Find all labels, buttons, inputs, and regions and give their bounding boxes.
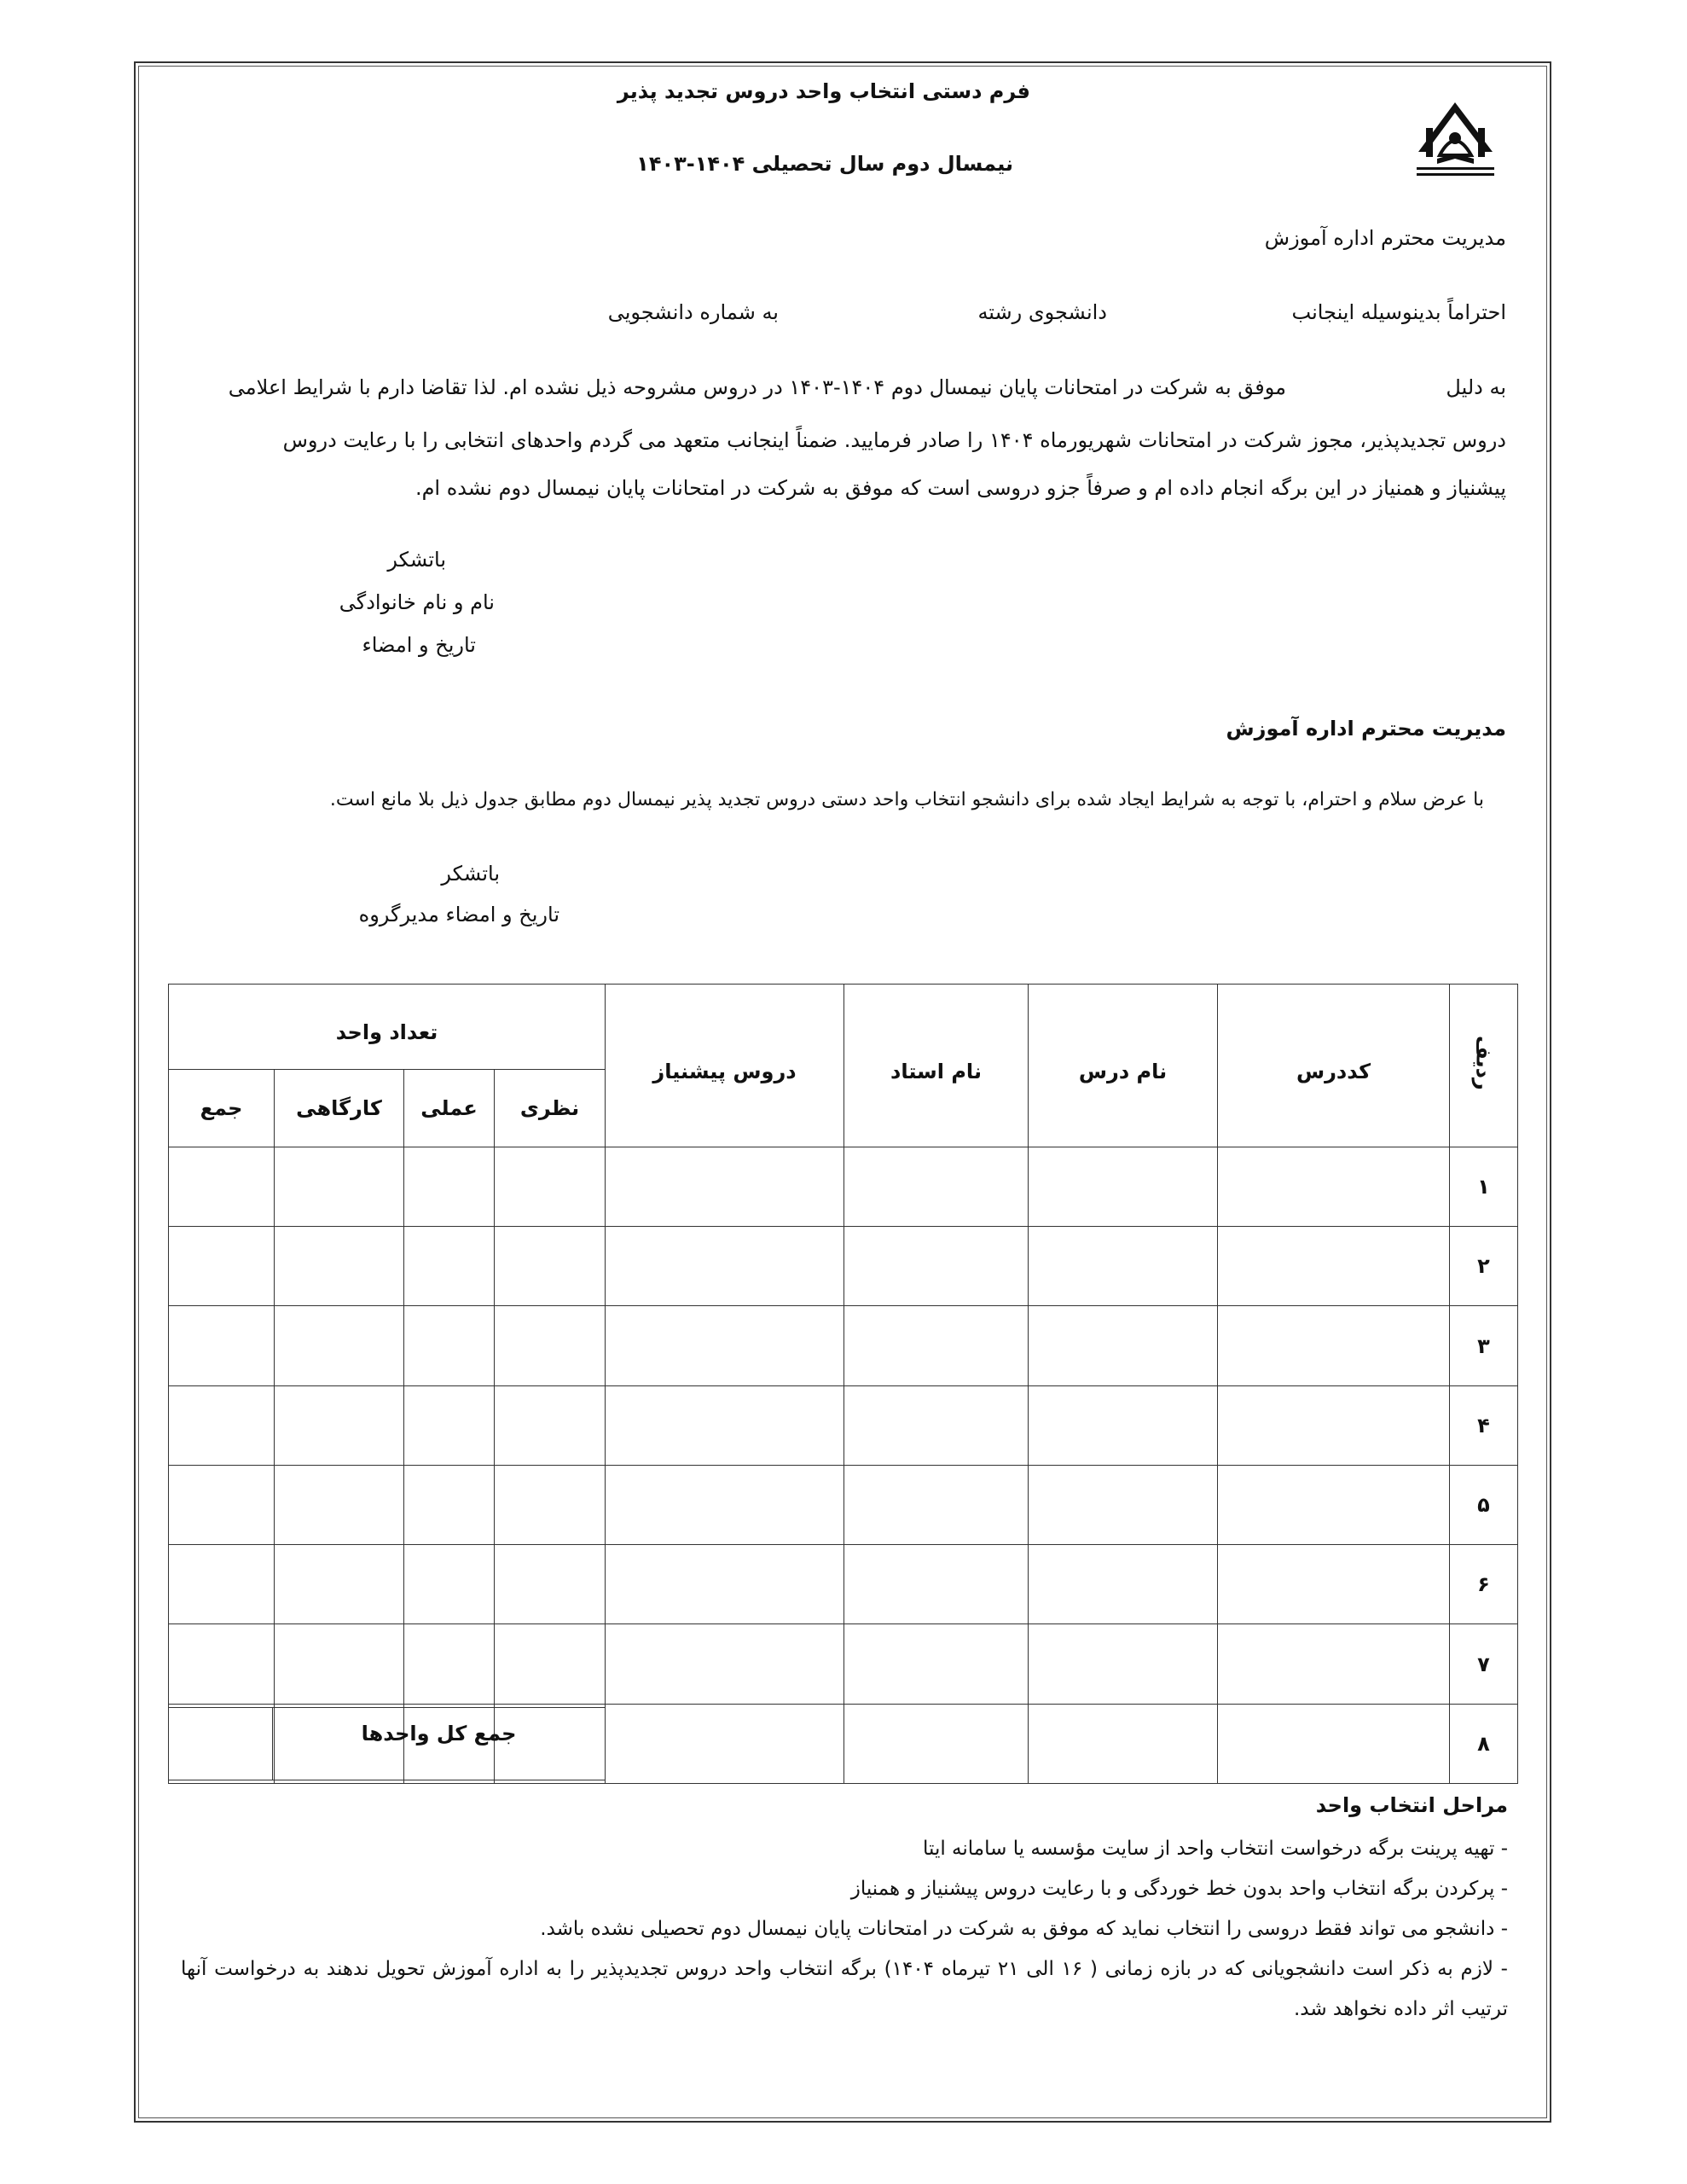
header-teacher-name: نام استاد bbox=[844, 985, 1029, 1147]
table-row bbox=[169, 1306, 1518, 1385]
cell-total[interactable] bbox=[169, 1545, 275, 1624]
enrollment-steps bbox=[181, 1781, 1508, 2030]
header-course-name: نام درس bbox=[1029, 985, 1218, 1147]
row-number: ۲ bbox=[1450, 1227, 1518, 1306]
cell-total[interactable] bbox=[169, 1465, 275, 1544]
cell-course-code[interactable] bbox=[1218, 1545, 1450, 1624]
cell-course-name[interactable] bbox=[1029, 1545, 1218, 1624]
header-prerequisites: دروس پیشنیاز bbox=[606, 985, 844, 1147]
cell-course-name[interactable] bbox=[1029, 1704, 1218, 1783]
cell-teacher-name[interactable] bbox=[844, 1465, 1029, 1544]
approval-salutation: مدیریت محترم اداره آموزش bbox=[1226, 717, 1506, 741]
cell-workshop[interactable] bbox=[275, 1306, 404, 1385]
letter-para-line2: دروس تجدیدپذیر، مجوز شرکت در امتحانات شهریورماه ۱۴۰۴ را صادر فرمایید. ضمناً اینجانب متعهد می گردم واحدهای انتخابی را با رعایت دروس bbox=[282, 428, 1506, 452]
cell-course-name[interactable] bbox=[1029, 1227, 1218, 1306]
approval-body: با عرض سلام و احترام، با توجه به شرایط ایجاد شده برای دانشجو انتخاب واحد دستی دروس تجدید پذیر نیمسال دوم مطابق جدول ذیل بلا مانع است. bbox=[329, 789, 1484, 810]
cell-practical[interactable] bbox=[404, 1227, 495, 1306]
step-item: - لازم به ذکر است دانشجویانی که در بازه زمانی ( ۱۶ الی ۲۱ تیرماه ۱۴۰۴) برگه انتخاب واحد دروس تجدیدپذیر را به اداره آموزش تحویل ندهند به درخواست آنها ترتیب اثر داده نخواهد شد. bbox=[181, 1958, 1508, 2020]
form-subtitle: نیمسال دوم سال تحصیلی ۱۴۰۴-۱۴۰۳ bbox=[636, 152, 1013, 176]
cell-teacher-name[interactable] bbox=[844, 1704, 1029, 1783]
cell-teacher-name[interactable] bbox=[844, 1385, 1029, 1465]
cell-teacher-name[interactable] bbox=[844, 1545, 1029, 1624]
cell-course-name[interactable] bbox=[1029, 1306, 1218, 1385]
cell-workshop[interactable] bbox=[275, 1465, 404, 1544]
step-item: - تهیه پرینت برگه درخواست انتخاب واحد از سایت مؤسسه یا سامانه ایتا bbox=[923, 1838, 1508, 1860]
cell-course-code[interactable] bbox=[1218, 1147, 1450, 1226]
letter-date-sign: تاریخ و امضاء bbox=[362, 633, 476, 657]
header-workshop: کارگاهی bbox=[275, 1069, 404, 1147]
cell-prerequisites[interactable] bbox=[606, 1545, 844, 1624]
cell-course-code[interactable] bbox=[1218, 1704, 1450, 1783]
letter-para-line1: موفق به شرکت در امتحانات پایان نیمسال دوم ۱۴۰۴-۱۴۰۳ در دروس مشروحه ذیل نشده ام. لذا تقاضا دارم با شرایط اعلامی bbox=[228, 375, 1286, 399]
cell-theory[interactable] bbox=[495, 1465, 606, 1544]
row-number: ۷ bbox=[1450, 1624, 1518, 1704]
letter-thanks: باتشکر bbox=[387, 548, 446, 572]
cell-course-code[interactable] bbox=[1218, 1465, 1450, 1544]
cell-prerequisites[interactable] bbox=[606, 1306, 844, 1385]
letter-line1-name: احتراماً بدینوسیله اینجانب bbox=[1291, 300, 1506, 324]
cell-prerequisites[interactable] bbox=[606, 1227, 844, 1306]
letter-line1-field: دانشجوی رشته bbox=[977, 300, 1107, 324]
letter-name-label: نام و نام خانوادگی bbox=[339, 590, 495, 614]
cell-workshop[interactable] bbox=[275, 1624, 404, 1704]
cell-theory[interactable] bbox=[495, 1147, 606, 1226]
cell-total[interactable] bbox=[169, 1227, 275, 1306]
total-units-label: جمع کل واحدها bbox=[273, 1708, 606, 1780]
row-number: ۵ bbox=[1450, 1465, 1518, 1544]
table-row bbox=[169, 1227, 1518, 1306]
cell-theory[interactable] bbox=[495, 1545, 606, 1624]
row-number: ۴ bbox=[1450, 1385, 1518, 1465]
university-logo bbox=[1412, 92, 1499, 180]
step-item: - پرکردن برگه انتخاب واحد بدون خط خوردگی و با رعایت دروس پیشنیاز و همنیاز bbox=[850, 1878, 1508, 1900]
table-row bbox=[169, 1385, 1518, 1465]
cell-teacher-name[interactable] bbox=[844, 1306, 1029, 1385]
cell-teacher-name[interactable] bbox=[844, 1147, 1029, 1226]
header-theory: نظری bbox=[495, 1069, 606, 1147]
letter-line1-student-number: به شماره دانشجویی bbox=[607, 300, 779, 324]
cell-prerequisites[interactable] bbox=[606, 1147, 844, 1226]
cell-total[interactable] bbox=[169, 1624, 275, 1704]
row-number: ۸ bbox=[1450, 1704, 1518, 1783]
cell-course-code[interactable] bbox=[1218, 1624, 1450, 1704]
letter-salutation: مدیریت محترم اداره آموزش bbox=[1264, 226, 1506, 250]
row-number: ۳ bbox=[1450, 1306, 1518, 1385]
cell-total[interactable] bbox=[169, 1147, 275, 1226]
header-course-code: کددرس bbox=[1218, 985, 1450, 1147]
cell-course-name[interactable] bbox=[1029, 1147, 1218, 1226]
cell-workshop[interactable] bbox=[275, 1147, 404, 1226]
cell-theory[interactable] bbox=[495, 1227, 606, 1306]
cell-practical[interactable] bbox=[404, 1147, 495, 1226]
cell-workshop[interactable] bbox=[275, 1227, 404, 1306]
cell-workshop[interactable] bbox=[275, 1385, 404, 1465]
row-number: ۱ bbox=[1450, 1147, 1518, 1226]
letter-para-line3: پیشنیاز و همنیاز در این برگه انجام داده ام و صرفاً جزو دروسی است که موفق به شرکت در امتحانات پایان نیمسال دوم نشده ام. bbox=[415, 476, 1506, 500]
step-item: - دانشجو می تواند فقط دروسی را انتخاب نماید که موفق به شرکت در امتحانات پایان نیمسال دوم تحصیلی نشده باشد. bbox=[540, 1918, 1508, 1940]
cell-course-code[interactable] bbox=[1218, 1227, 1450, 1306]
header-total: جمع bbox=[169, 1069, 275, 1147]
approval-thanks: باتشکر bbox=[441, 862, 500, 886]
cell-workshop[interactable] bbox=[275, 1545, 404, 1624]
cell-course-name[interactable] bbox=[1029, 1385, 1218, 1465]
steps-title: مراحل انتخاب واحد bbox=[1315, 1793, 1508, 1817]
cell-practical[interactable] bbox=[404, 1385, 495, 1465]
total-units-value[interactable] bbox=[169, 1708, 273, 1780]
header-practical: عملی bbox=[404, 1069, 495, 1147]
cell-theory[interactable] bbox=[495, 1624, 606, 1704]
letter-reason-label: به دلیل bbox=[1446, 375, 1506, 399]
cell-prerequisites[interactable] bbox=[606, 1624, 844, 1704]
cell-practical[interactable] bbox=[404, 1624, 495, 1704]
table-row bbox=[169, 1147, 1518, 1226]
table-row bbox=[169, 1624, 1518, 1704]
cell-theory[interactable] bbox=[495, 1306, 606, 1385]
cell-course-name[interactable] bbox=[1029, 1624, 1218, 1704]
cell-course-code[interactable] bbox=[1218, 1385, 1450, 1465]
approval-date-sign: تاریخ و امضاء مدیرگروه bbox=[358, 903, 559, 926]
cell-total[interactable] bbox=[169, 1306, 275, 1385]
cell-course-code[interactable] bbox=[1218, 1306, 1450, 1385]
total-units-row bbox=[168, 1707, 606, 1780]
cell-theory[interactable] bbox=[495, 1385, 606, 1465]
cell-course-name[interactable] bbox=[1029, 1465, 1218, 1544]
cell-prerequisites[interactable] bbox=[606, 1385, 844, 1465]
cell-total[interactable] bbox=[169, 1385, 275, 1465]
table-row bbox=[169, 1465, 1518, 1544]
row-number: ۶ bbox=[1450, 1545, 1518, 1624]
cell-prerequisites[interactable] bbox=[606, 1704, 844, 1783]
cell-teacher-name[interactable] bbox=[844, 1624, 1029, 1704]
cell-practical[interactable] bbox=[404, 1545, 495, 1624]
table-row bbox=[169, 1545, 1518, 1624]
cell-prerequisites[interactable] bbox=[606, 1465, 844, 1544]
cell-practical[interactable] bbox=[404, 1306, 495, 1385]
cell-practical[interactable] bbox=[404, 1465, 495, 1544]
header-units: تعداد واحد bbox=[169, 985, 606, 1070]
course-table bbox=[168, 984, 1518, 1784]
form-title: فرم دستی انتخاب واحد دروس تجدید پذیر bbox=[617, 79, 1030, 103]
cell-teacher-name[interactable] bbox=[844, 1227, 1029, 1306]
header-radif: ردیف bbox=[1450, 985, 1518, 1147]
